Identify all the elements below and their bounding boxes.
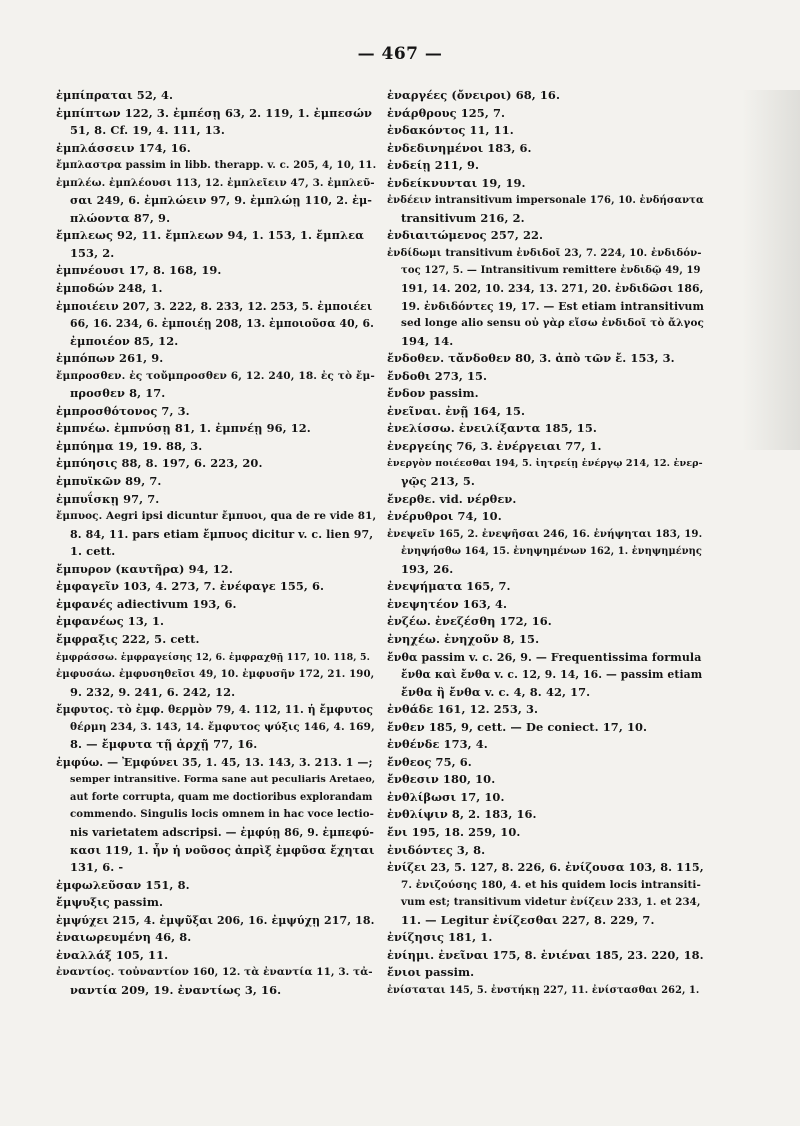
index-line: ἐμπίπτων 122, 3. ἐμπέσῃ 63, 2. 119, 1. ἐμπεσών <box>56 105 373 120</box>
index-line: ἐνεργείης 76, 3. ἐνέργειαι 77, 1. <box>387 438 602 453</box>
index-line: ἐνζέω. ἐνεζέσθη 172, 16. <box>387 614 552 629</box>
index-line: ἐνίσταται 145, 5. ἐνστήκῃ 227, 11. ἐνίστασθαι 262, 1. <box>387 984 700 996</box>
index-line: 9. 232, 9. 241, 6. 242, 12. <box>70 684 236 699</box>
index-line: ἔνθα ἢ ἔνθα v. c. 4, 8. 42, 17. <box>401 684 591 699</box>
index-line: ἐνδείκνυνται 19, 19. <box>387 175 526 190</box>
index-line: ἐμποδών 248, 1. <box>56 281 163 296</box>
index-line: ἔνιοι passim. <box>387 965 475 980</box>
index-line: ἔνθα passim v. c. 26, 9. — Frequentissima formula <box>387 650 702 664</box>
index-line: ἐμπυϊκῶν 89, 7. <box>56 474 162 489</box>
index-line: ἔνδοθι 273, 15. <box>387 368 488 383</box>
index-line: ἐναντίος. τοὐναντίον 160, 12. τὰ ἐναντία 11, 3. τἀ- <box>56 966 373 979</box>
index-line: ἔνι 195, 18. 259, 10. <box>387 824 521 839</box>
index-line: 191, 14. 202, 10. 234, 13. 271, 20. ἐνδιδῶσι 186, <box>401 282 704 296</box>
index-line: 194, 14. <box>401 333 454 348</box>
facing-page-edge <box>742 90 800 450</box>
index-line: ἐνεῖναι. ἐνῇ 164, 15. <box>387 403 526 418</box>
index-line: ἐμφράσσω. ἐμφραγείσης 12, 6. ἐμφραχθῇ 117, 10. 118, 5. <box>56 651 370 663</box>
index-line: ἔμψυξις passim. <box>56 895 164 910</box>
index-line: ἐναργέες (ὄνειροι) 68, 16. <box>387 88 561 102</box>
index-line: ἐνθλίψιν 8, 2. 183, 16. <box>387 807 537 822</box>
index-line: ἐνίημι. ἐνεῖναι 175, 8. ἐνιέναι 185, 23. 220, 18. <box>387 947 704 962</box>
index-line: ἐμποιέον 85, 12. <box>70 333 179 348</box>
index-line: θέρμη 234, 3. 143, 14. ἔμφυτος ψύξις 146, 4. 169, <box>70 720 375 733</box>
index-line: ἐμπίπραται 52, 4. <box>56 88 174 102</box>
index-line: ἐμφυσάω. ἐμφυσηθεῖσι 49, 10. ἐμφυσῆν 172, 21. 190, <box>56 668 375 681</box>
index-line: ἔνδοθεν. τἄνδοθεν 80, 3. ἀπὸ τῶν ἔ. 153, 3. <box>387 351 675 366</box>
index-line: ἐνθένδε 173, 4. <box>387 737 488 752</box>
index-line: ἐμπυΐσκῃ 97, 7. <box>56 491 160 506</box>
index-line: ἐμφαγεῖν 103, 4. 273, 7. ἐνέφαγε 155, 6. <box>56 579 325 594</box>
index-line: ἔνθα καὶ ἔνθα v. c. 12, 9. 14, 16. — passim etiam <box>401 668 703 682</box>
index-line: ἐνελίσσω. ἐνειλίξαντα 185, 15. <box>387 421 597 436</box>
index-line: ἐνάρθρους 125, 7. <box>387 105 506 120</box>
index-line: 8. — ἔμφυτα τῇ ἀρχῇ 77, 16. <box>70 737 258 752</box>
index-line: πλώοντα 87, 9. <box>70 210 171 225</box>
index-line: ἔμπροσθεν. ἐς τοὔμπροσθεν 6, 12. 240, 18. ἐς τὸ ἔμ- <box>56 369 375 382</box>
index-line: ἔνδον passim. <box>387 386 479 401</box>
index-line: ἐναλλάξ 105, 11. <box>56 947 169 962</box>
index-line: ἔμπλεως 92, 11. ἔμπλεων 94, 1. 153, 1. ἔμπλεα <box>56 228 365 243</box>
index-line: ἐμπροσθότονος 7, 3. <box>56 403 190 418</box>
index-line: κασι 119, 1. ἦν ἡ νοῦσος ἀπρὶξ ἐμφῦσα ἔχηται <box>70 842 375 857</box>
index-line: ἐνέρυθροι 74, 10. <box>387 509 502 524</box>
index-line: ἔμφυτος. τὸ ἐμφ. θερμὸν 79, 4. 112, 11. ἡ ἔμφυτος <box>56 703 374 717</box>
index-line: 193, 26. <box>401 561 454 576</box>
left-column <box>56 87 376 999</box>
index-line: ἔνθεος 75, 6. <box>387 754 472 769</box>
page-number: — 467 — <box>357 44 443 64</box>
index-line: ἔνθεσιν 180, 10. <box>387 772 496 787</box>
index-line: ἐνδεδινημένοι 183, 6. <box>387 140 532 155</box>
index-line: transitivum 216, 2. <box>401 210 525 225</box>
index-line: ἐνίζει 23, 5. 127, 8. 226, 6. ἐνίζουσα 103, 8. 115, <box>387 860 704 875</box>
index-line: προσθεν 8, 17. <box>70 386 166 401</box>
index-line: 19. ἐνδιδόντες 19, 17. — Est etiam intransitivum <box>401 299 705 313</box>
index-line: ἐμπύησις 88, 8. 197, 6. 223, 20. <box>56 456 263 471</box>
index-line: ἐμπνέουσι 17, 8. 168, 19. <box>56 263 222 278</box>
index-line: ἐνδίδωμι transitivum ἐνδιδοῖ 23, 7. 224, 10. ἐνδιδόν- <box>387 246 702 259</box>
index-line: ἐμφανέως 13, 1. <box>56 614 165 629</box>
index-line: ἐνδιαιτώμενος 257, 22. <box>387 228 544 243</box>
index-line: ἐνεψεῖν 165, 2. ἐνεψῆσαι 246, 16. ἐνήψηται 183, 19. <box>387 527 703 540</box>
index-line: ἐνηψήσθω 164, 15. ἐνηψημένων 162, 1. ἐνηψημένης <box>401 546 702 558</box>
index-line: semper intransitive. Forma sane aut peculiaris Aretaeo, <box>70 774 376 786</box>
index-line: ἐνθάδε 161, 12. 253, 3. <box>387 702 539 717</box>
index-line: ἐνίζησις 181, 1. <box>387 930 493 945</box>
index-line: σαι 249, 6. ἐμπλώειν 97, 9. ἐμπλώῃ 110, 2. ἐμ- <box>70 193 373 208</box>
index-line: ἐμπύημα 19, 19. 88, 3. <box>56 438 203 453</box>
index-line: ἐμπλέω. ἐμπλέουσι 113, 12. ἐμπλεῖειν 47, 3. ἐμπλεῦ- <box>56 176 375 189</box>
index-line: 131, 6. - <box>70 860 124 875</box>
index-line: ἐμπόπων 261, 9. <box>56 351 164 366</box>
index-line: nis varietatem adscripsi. — ἐμφύῃ 86, 9. ἐμπεφύ- <box>70 825 374 839</box>
index-line: ἔμπυρον (καυτῆρα) 94, 12. <box>56 561 233 576</box>
index-line: ἐμφανές adiectivum 193, 6. <box>56 596 237 611</box>
index-line: ἐμφωλεῦσαν 151, 8. <box>56 877 190 892</box>
index-line: ναντία 209, 19. ἐναντίως 3, 16. <box>70 982 282 997</box>
index-line: ἐνδείῃ 211, 9. <box>387 158 480 173</box>
index-line: ἐνδακόντος 11, 11. <box>387 123 514 138</box>
index-line: ἔμπλαστρα passim in libb. therapp. v. c. 205, 4, 10, 11. <box>56 159 376 172</box>
index-line: γῷς 213, 5. <box>401 474 475 489</box>
index-line: 51, 8. Cf. 19, 4. 111, 13. <box>70 123 225 138</box>
index-line: ἐνεψητέον 163, 4. <box>387 596 508 611</box>
index-line: ἐμποιέειν 207, 3. 222, 8. 233, 12. 253, 5. ἐμποιέει <box>56 299 373 313</box>
index-line: 66, 16. 234, 6. ἐμποιέῃ 208, 13. ἐμποιοῦσα 40, 6. <box>70 317 374 331</box>
index-line: ἐνθλίβωσι 17, 10. <box>387 789 505 804</box>
index-line: ἐμψύχει 215, 4. ἐμψῦξαι 206, 16. ἐμψύχῃ 217, 18. <box>56 913 375 927</box>
index-line: ἐνηχέω. ἐνηχοῦν 8, 15. <box>387 631 540 646</box>
index-line: ἐμφύω. — Ἐμφύνει 35, 1. 45, 13. 143, 3. 213. 1 —; <box>56 755 373 769</box>
index-line: 11. — Legitur ἐνίζεσθαι 227, 8. 229, 7. <box>401 912 655 927</box>
index-line: ἐνεργὸν ποιέεσθαι 194, 5. ἰητρείῃ ἐνέργῳ 214, 12. ἐνερ- <box>387 458 703 470</box>
index-line: aut forte corrupta, quam me doctioribus explorandam <box>70 791 373 803</box>
index-line: vum est; transitivum videtur ἐνίζειν 233, 1. et 234, <box>401 896 701 909</box>
index-line: ἔνθεν 185, 9, cett. — De coniect. 17, 10. <box>387 719 648 734</box>
right-column <box>387 87 705 999</box>
index-line: 1. cett. <box>70 544 116 559</box>
index-line: ἔνερθε. vid. νέρθεν. <box>387 491 517 506</box>
index-line: ἔμπυος. Aegri ipsi dicuntur ἔμπυοι, qua de re vide 81, <box>56 510 376 523</box>
index-line: ἐμπνέω. ἐμπνύσῃ 81, 1. ἐμπνέῃ 96, 12. <box>56 421 311 436</box>
index-line: τος 127, 5. — Intransitivum remittere ἐνδιδῷ 49, 19 <box>401 265 701 277</box>
index-line: sed longe alio sensu οὐ γὰρ εἴσω ἐνδιδοῖ τὸ ἄλγος <box>401 317 704 330</box>
index-line: 8. 84, 11. pars etiam ἔμπυος dicitur v. c. lien 97, <box>70 527 374 541</box>
index-line: 153, 2. <box>70 245 115 260</box>
index-line: ἐνιδόντες 3, 8. <box>387 842 486 857</box>
index-line: ἐναιωρευμένη 46, 8. <box>56 930 192 945</box>
index-line: 7. ἐνιζούσης 180, 4. et his quidem locis intransiti- <box>401 878 701 891</box>
index-line: ἐνεψήματα 165, 7. <box>387 579 511 594</box>
index-line: ἐνδέειν intransitivum impersonale 176, 10. ἐνδήσαντα <box>387 195 704 207</box>
index-line: ἐμπλάσσειν 174, 16. <box>56 140 191 155</box>
index-line: commendo. Singulis locis omnem in hac voce lectio- <box>70 808 374 821</box>
index-line: ἔμφραξις 222, 5. cett. <box>56 631 200 646</box>
